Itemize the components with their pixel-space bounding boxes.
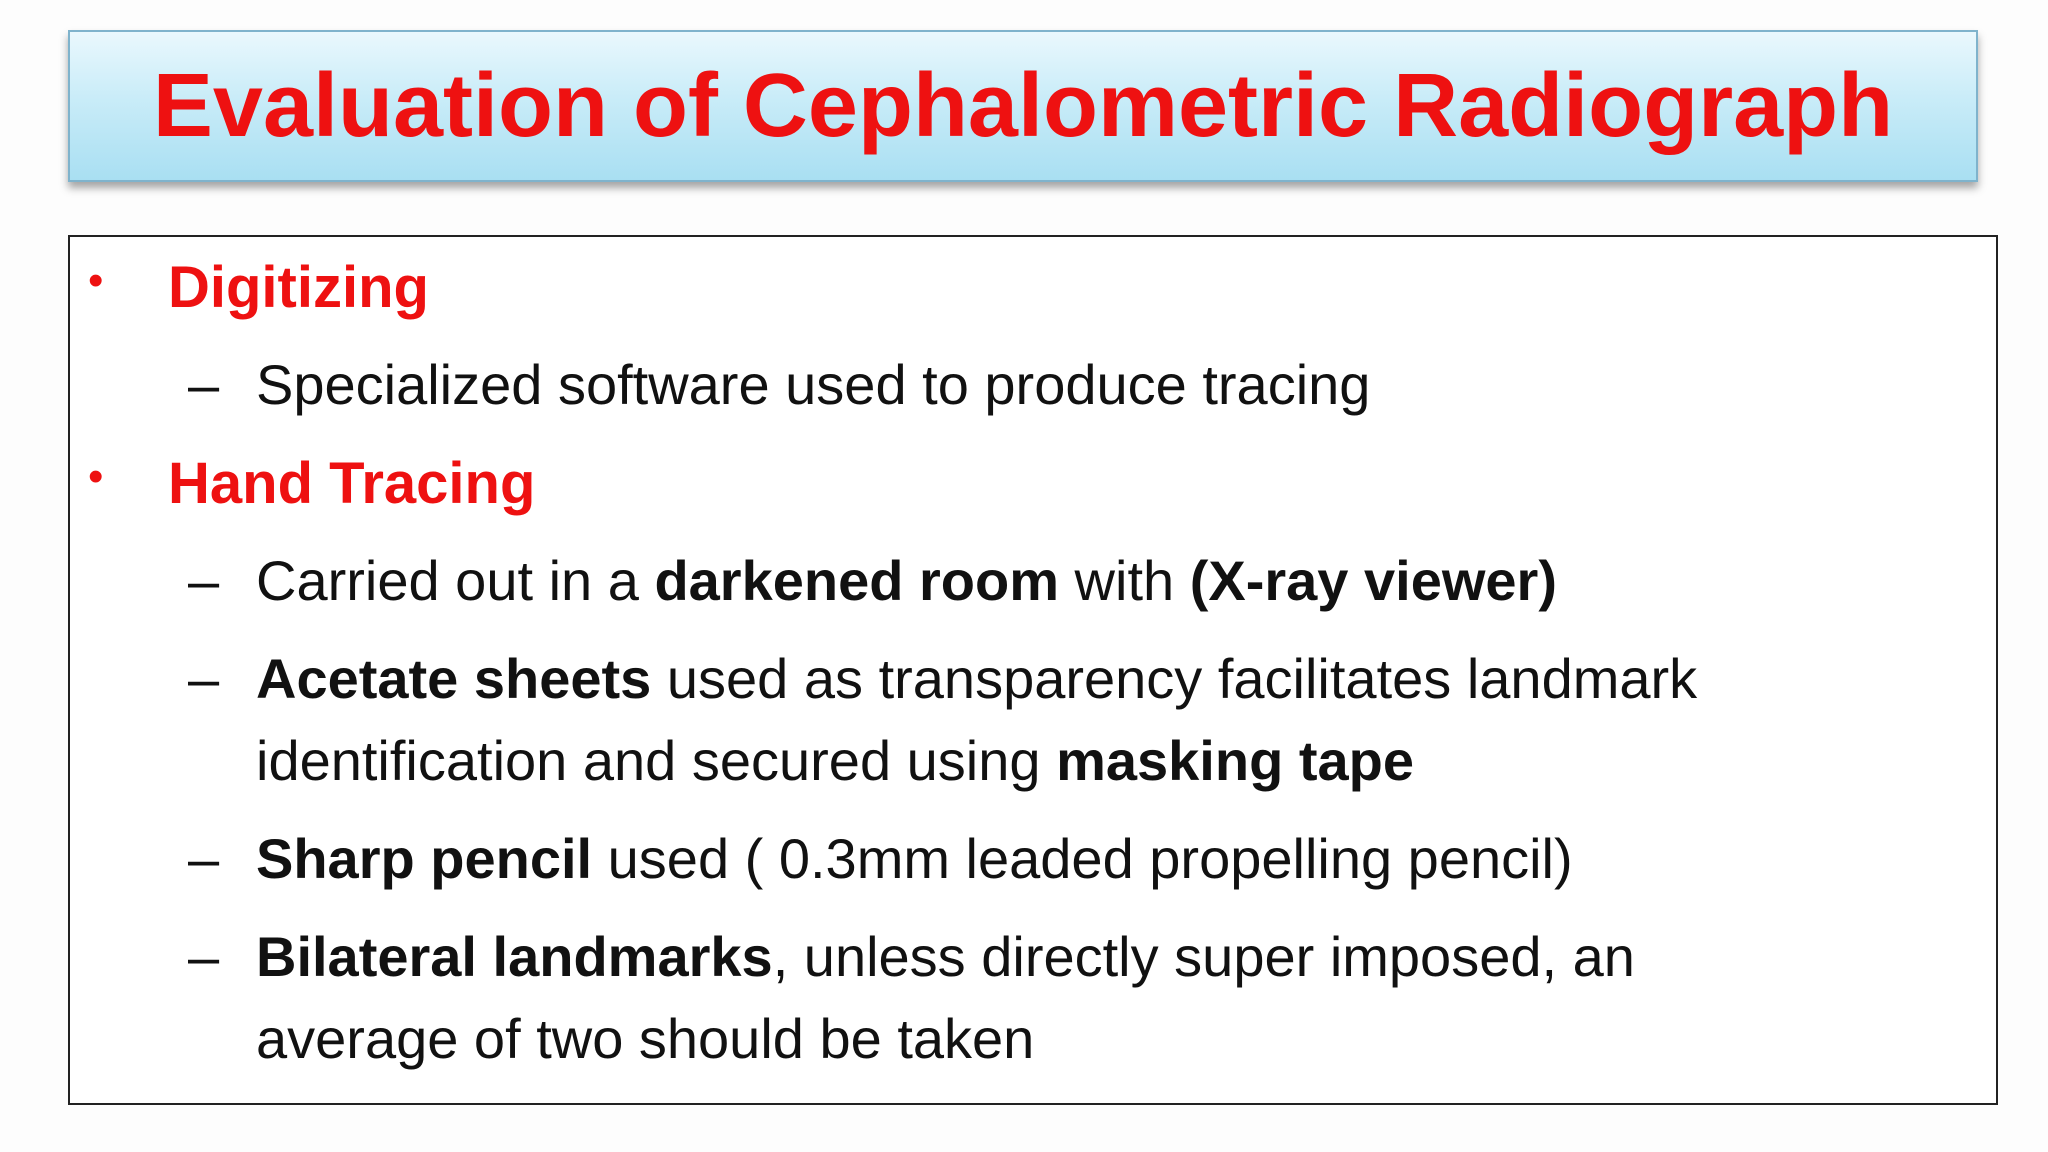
dash-icon: – [188, 925, 220, 988]
dash-icon: – [188, 549, 220, 612]
heading-digitizing: Digitizing [168, 255, 429, 320]
title-banner [68, 30, 1978, 182]
point-acetate-sheets-line1 [256, 647, 1698, 710]
point-text: with [1059, 549, 1190, 612]
bullet-icon: • [88, 452, 104, 501]
heading-hand-tracing: Hand Tracing [168, 451, 536, 516]
point-bold-text: Acetate sheets [256, 647, 652, 710]
dash-icon: – [188, 353, 220, 416]
point-text: used as transparency facilitates landmark [651, 647, 1698, 710]
bullet-icon: • [88, 256, 104, 305]
point-bold-text: masking tape [1056, 729, 1414, 792]
point-text: identification and secured using [256, 729, 1057, 792]
slide-title: Evaluation of Cephalometric Radiograph [152, 55, 1894, 156]
point-text: Carried out in a [256, 549, 655, 612]
dash-icon: – [188, 827, 220, 890]
point-bold-text: Bilateral landmarks [256, 925, 773, 988]
content-panel [68, 235, 1998, 1105]
point-bold-text: darkened room [654, 549, 1059, 612]
point-bold-text: (X-ray viewer) [1189, 549, 1557, 612]
point-bilateral-landmarks-line2: average of two should be taken [256, 1007, 1035, 1070]
point-text: used ( 0.3mm leaded propelling pencil) [592, 827, 1573, 890]
point-sharp-pencil [256, 827, 1573, 890]
point-darkened-room [256, 549, 1557, 612]
point-specialized-software: Specialized software used to produce tracing [256, 353, 1371, 416]
point-text: , unless directly super imposed, an [772, 925, 1635, 988]
point-bilateral-landmarks-line1 [256, 925, 1635, 988]
dash-icon: – [188, 647, 220, 710]
point-bold-text: Sharp pencil [256, 827, 593, 890]
point-acetate-sheets-line2 [256, 729, 1414, 792]
